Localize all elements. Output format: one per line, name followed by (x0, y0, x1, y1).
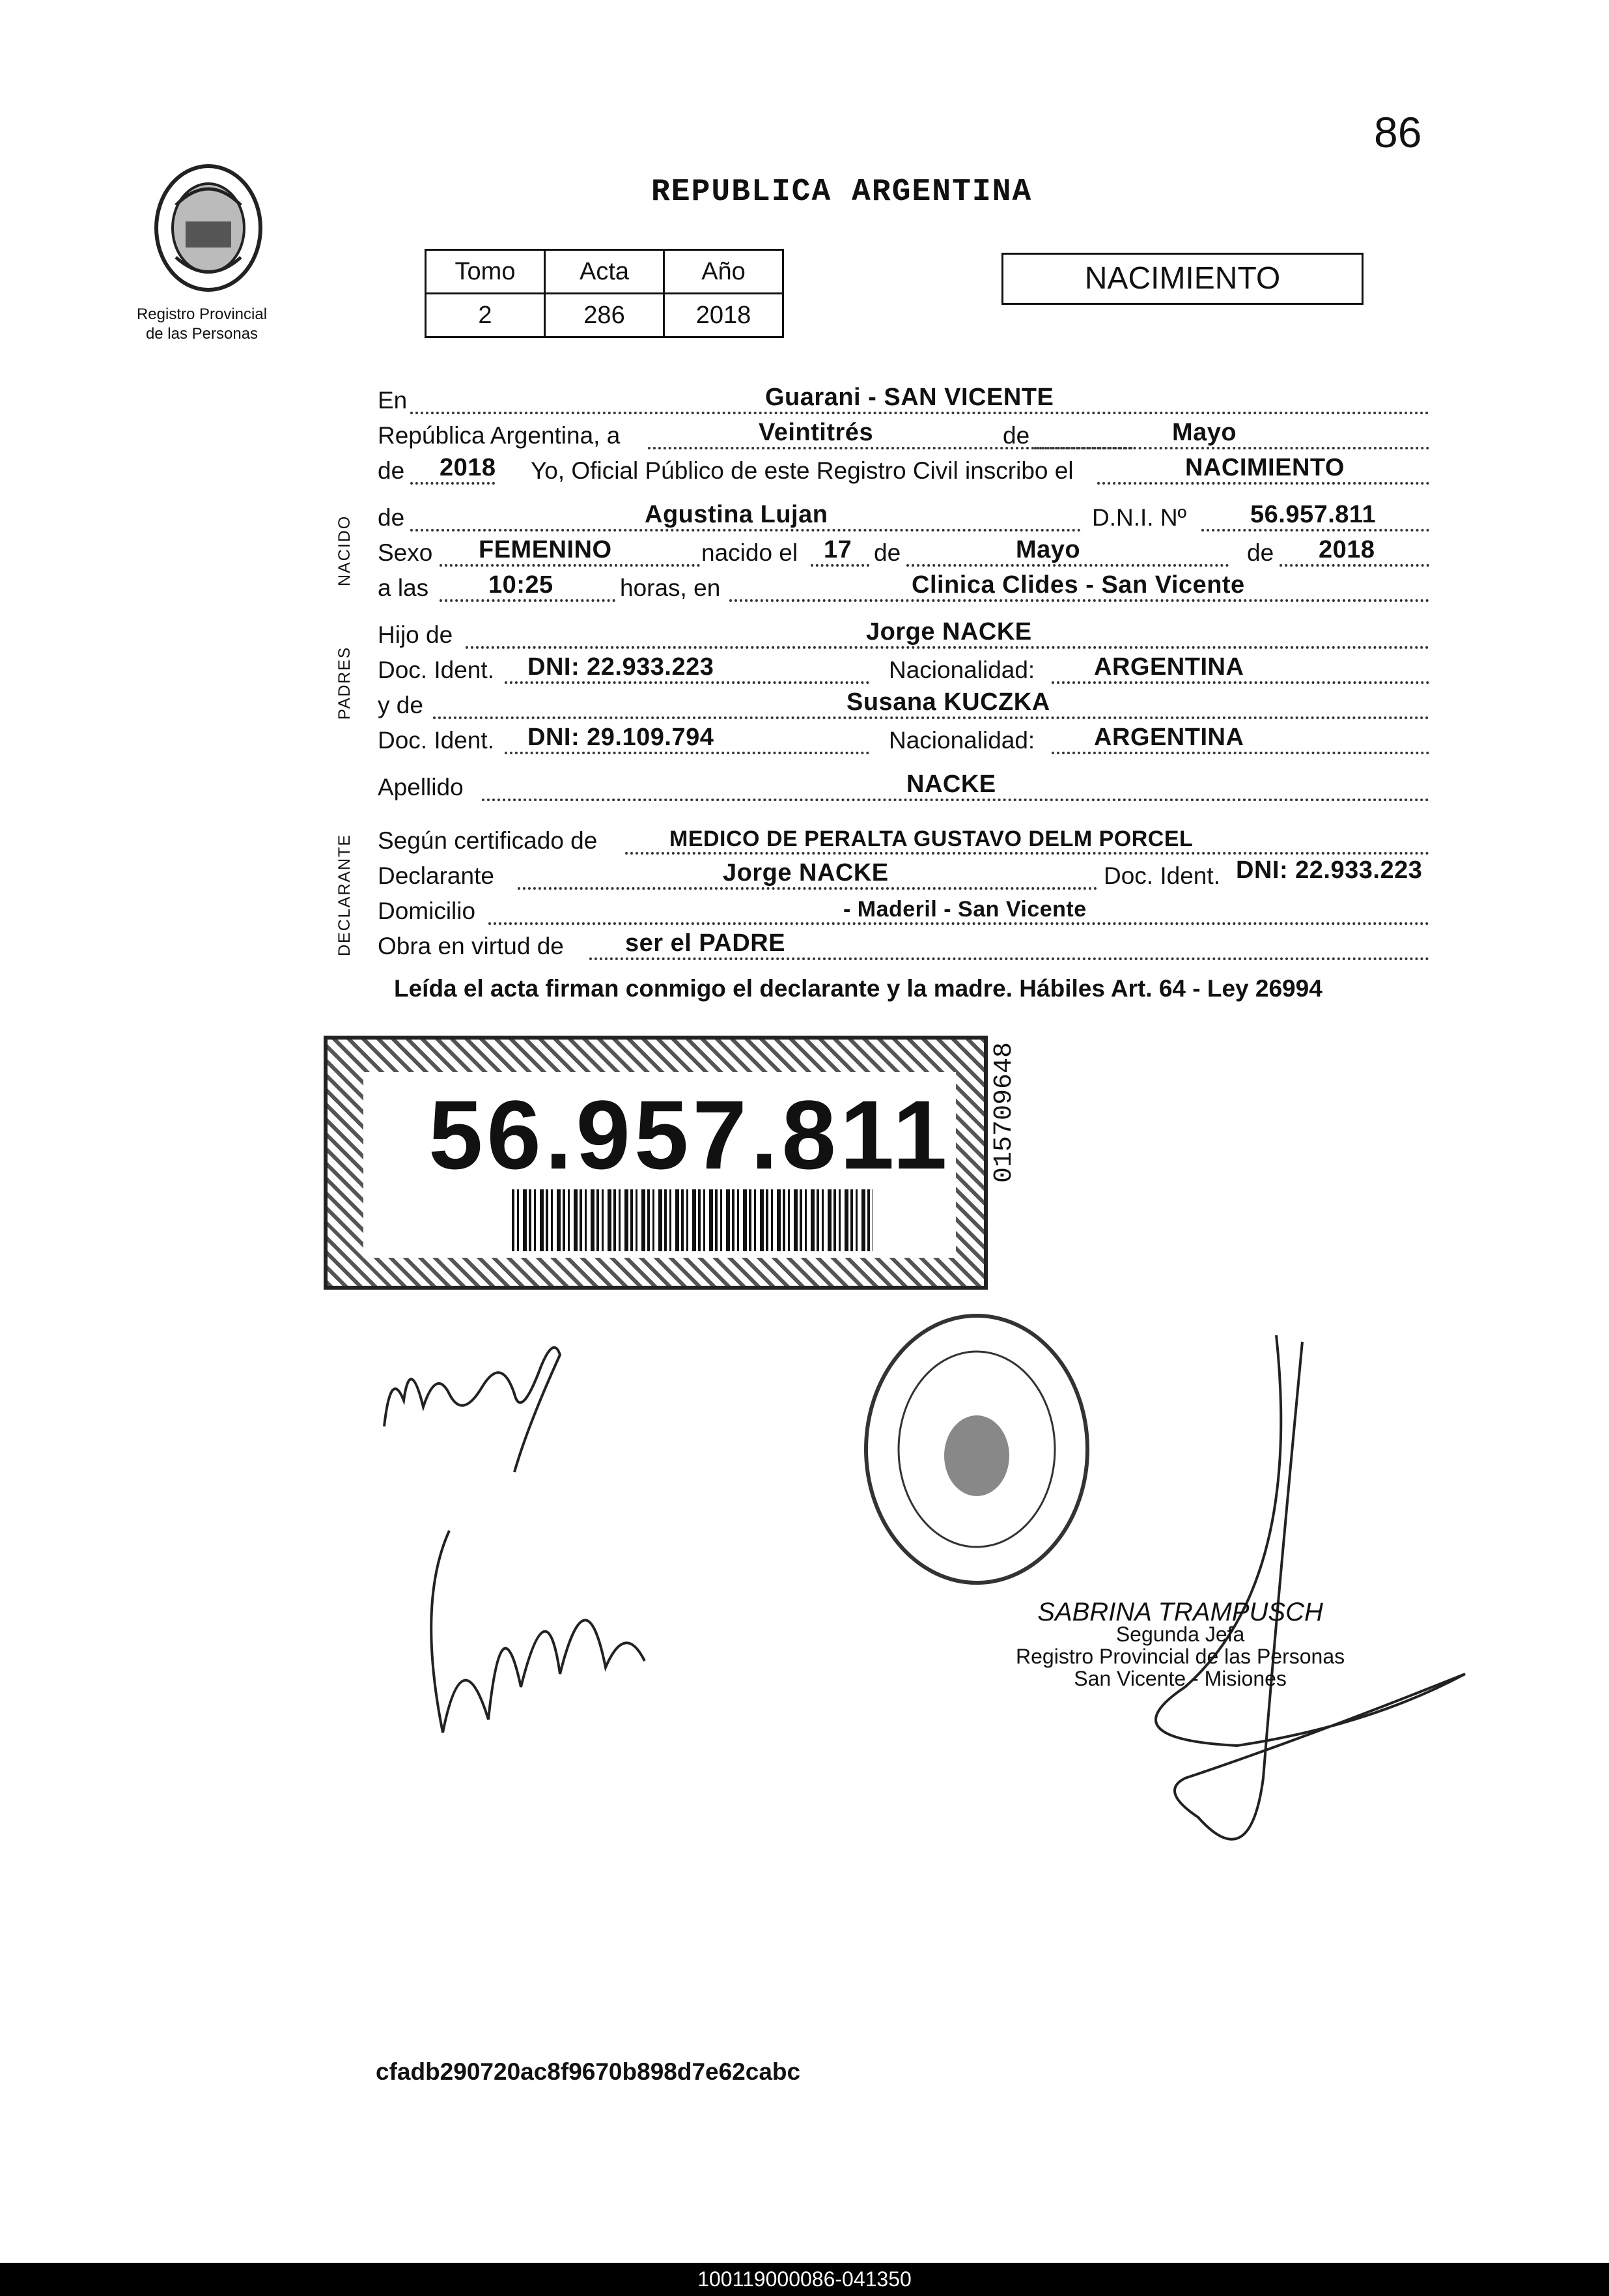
row-inscripcion: de 2018 Yo, Oficial Público de este Registro Civil inscribo el NACIMIENTO (378, 455, 1429, 489)
side-label-nacido: NACIDO (335, 515, 354, 586)
row-padre-doc: Doc. Ident. DNI: 22.933.223 Nacionalidad: ARGENTINA (378, 654, 1429, 688)
document-hash: cfadb290720ac8f9670b898d7e62cabc (376, 2058, 801, 2085)
barcode (512, 1189, 873, 1251)
header-anio: Año (664, 250, 783, 294)
row-hora: a las 10:25 horas, en Clinica Clides - San Vicente (378, 572, 1429, 606)
stamp-serial: 015709648 (990, 1042, 1019, 1183)
row-apellido: Apellido NACKE (378, 771, 1429, 805)
official-block (1016, 1598, 1345, 1690)
record-type-box: NACIMIENTO (1001, 253, 1364, 305)
child-name-value: Agustina Lujan (645, 501, 828, 528)
father-doc-value: DNI: 22.933.223 (527, 653, 714, 681)
stamp-number: 56.957.811 (428, 1080, 951, 1189)
country-title: REPUBLICA ARGENTINA (651, 175, 1033, 210)
row-nombre: de Agustina Lujan D.N.I. Nº 56.957.811 (378, 502, 1429, 535)
official-office: Registro Provincial de las Personas (1016, 1645, 1345, 1668)
mother-name-value: Susana KUCZKA (846, 688, 1050, 716)
page-number: 86 (1374, 108, 1422, 156)
row-en: En Guarani - SAN VICENTE (378, 384, 1429, 418)
official-name: SABRINA TRAMPUSCH (1037, 1598, 1323, 1626)
declarant-signature (365, 1329, 612, 1485)
row-obra: Obra en virtud de ser el PADRE (378, 930, 1429, 964)
birth-time-value: 10:25 (488, 571, 553, 599)
declarant-doc-value: DNI: 22.933.223 (1236, 857, 1423, 884)
mother-signature (391, 1505, 664, 1765)
row-sexo: Sexo FEMENINO nacido el 17 de Mayo de 2018 (378, 537, 1429, 571)
province-seal (147, 160, 270, 300)
place-value: Guarani - SAN VICENTE (765, 384, 1054, 411)
value-anio: 2018 (664, 294, 783, 337)
record-table (425, 249, 784, 338)
official-location: San Vicente - Misiones (1074, 1667, 1287, 1690)
day-text-value: Veintitrés (759, 419, 874, 446)
security-stamp (324, 1036, 988, 1290)
official-position: Segunda Jefa (1115, 1623, 1245, 1646)
row-madre-doc: Doc. Ident. DNI: 29.109.794 Nacionalidad: ARGENTINA (378, 724, 1429, 758)
closing-note: Leída el acta firman conmigo el declarante y la madre. Hábiles Art. 64 - Ley 26994 (394, 975, 1322, 1002)
declarant-name-value: Jorge NACKE (723, 859, 889, 886)
row-certificado: Según certificado de MEDICO DE PERALTA GUSTAVO DELM PORCEL (378, 825, 1429, 858)
month-value: Mayo (1172, 419, 1237, 446)
side-label-padres: PADRES (335, 646, 354, 720)
row-madre: y de Susana KUCZKA (378, 689, 1429, 723)
sex-value: FEMENINO (479, 536, 612, 563)
birth-day-value: 17 (824, 536, 852, 563)
birth-year-value: 2018 (1319, 536, 1375, 563)
father-name-value: Jorge NACKE (866, 618, 1032, 645)
father-nationality-value: ARGENTINA (1094, 653, 1244, 681)
year-value: 2018 (440, 454, 496, 481)
row-domicilio: Domicilio - Maderil - San Vicente (378, 895, 1429, 929)
value-acta: 286 (545, 294, 664, 337)
row-padre: Hijo de Jorge NACKE (378, 619, 1429, 653)
certificate-value: MEDICO DE PERALTA GUSTAVO DELM PORCEL (669, 827, 1194, 851)
capacity-value: ser el PADRE (625, 929, 786, 957)
birth-month-value: Mayo (1016, 536, 1081, 563)
surname-value: NACKE (906, 771, 996, 798)
value-tomo: 2 (426, 294, 545, 337)
inscribo-value: NACIMIENTO (1185, 454, 1345, 481)
header-tomo: Tomo (426, 250, 545, 294)
row-declarante: Declarante Jorge NACKE Doc. Ident. DNI: 22.933.223 (378, 857, 1423, 889)
birth-place-value: Clinica Clides - San Vicente (912, 571, 1245, 599)
mother-doc-value: DNI: 29.109.794 (527, 724, 714, 751)
registry-caption: Registro Provincial de las Personas (136, 305, 268, 343)
footer-id-bar: 100119000086-041350 (0, 2263, 1609, 2296)
address-value: - Maderil - San Vicente (843, 897, 1087, 922)
side-label-declarante: DECLARANTE (335, 833, 354, 956)
mother-nationality-value: ARGENTINA (1094, 724, 1244, 751)
header-acta: Acta (545, 250, 664, 294)
child-dni-value: 56.957.811 (1250, 501, 1377, 528)
row-fecha-acta: República Argentina, a Veintitrés de Mayo (378, 419, 1429, 453)
